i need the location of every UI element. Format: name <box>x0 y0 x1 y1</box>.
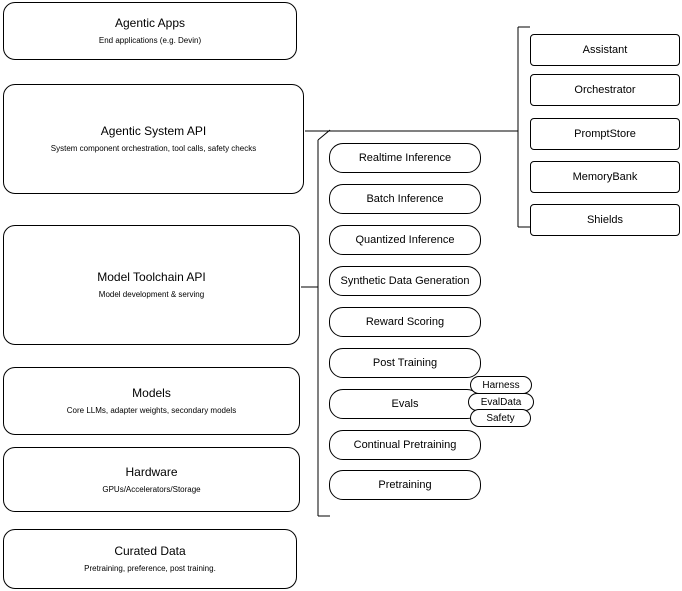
layer-subtitle: End applications (e.g. Devin) <box>98 36 202 45</box>
toolchain-item-pretraining[interactable] <box>329 470 481 500</box>
agentic-component-label: PromptStore <box>574 128 636 140</box>
agentic-component-label: Orchestrator <box>574 84 636 96</box>
agentic-component-memorybank[interactable] <box>530 161 680 193</box>
toolchain-item-label: Evals <box>391 397 419 410</box>
layer-subtitle: Core LLMs, adapter weights, secondary models <box>66 406 237 415</box>
layer-title: Hardware <box>125 464 178 479</box>
stack-layer-models[interactable] <box>3 367 300 435</box>
agentic-component-assistant[interactable] <box>530 34 680 66</box>
toolchain-item-label: Pretraining <box>378 478 432 491</box>
toolchain-item-quantized-inference[interactable] <box>329 225 481 255</box>
toolchain-item-batch-inference[interactable] <box>329 184 481 214</box>
layer-title: Model Toolchain API <box>97 270 206 284</box>
layer-title: Curated Data <box>114 544 186 558</box>
toolchain-item-continual-pretraining[interactable] <box>329 430 481 460</box>
layer-title: Models <box>132 386 171 400</box>
agentic-component-orchestrator[interactable] <box>530 74 680 106</box>
stack-layer-curated-data[interactable] <box>3 529 297 589</box>
toolchain-item-label: Synthetic Data Generation <box>340 274 470 287</box>
toolchain-item-evals[interactable] <box>329 389 481 419</box>
layer-subtitle: Model development & serving <box>98 290 205 299</box>
stack-layer-agentic-system-api[interactable] <box>3 84 304 194</box>
layer-subtitle: Pretraining, preference, post training. <box>84 564 216 573</box>
eval-badge-label: Safety <box>486 412 515 424</box>
eval-badge-harness[interactable] <box>470 376 532 394</box>
toolchain-item-realtime-inference[interactable] <box>329 143 481 173</box>
stack-layer-hardware[interactable] <box>3 447 300 512</box>
layer-subtitle: System component orchestration, tool calls, safety checks <box>50 144 257 153</box>
agentic-component-label: Shields <box>586 214 624 226</box>
agentic-component-promptstore[interactable] <box>530 118 680 150</box>
stack-layer-model-toolchain-api[interactable] <box>3 225 300 345</box>
toolchain-item-label: Quantized Inference <box>355 233 455 246</box>
toolchain-item-synthetic-data-generation[interactable] <box>329 266 481 296</box>
layer-title: Agentic Apps <box>114 16 186 30</box>
toolchain-item-label: Batch Inference <box>366 192 444 205</box>
stack-layer-agentic-apps[interactable] <box>3 2 297 60</box>
agentic-component-shields[interactable] <box>530 204 680 236</box>
eval-badge-safety[interactable] <box>470 409 531 427</box>
toolchain-item-label: Continual Pretraining <box>353 438 457 451</box>
agentic-component-label: Assistant <box>582 44 628 56</box>
eval-badge-label: EvalData <box>480 396 522 408</box>
toolchain-item-reward-scoring[interactable] <box>329 307 481 337</box>
agentic-component-label: MemoryBank <box>572 171 638 183</box>
eval-badge-label: Harness <box>482 379 520 391</box>
layer-subtitle: GPUs/Accelerators/Storage <box>102 484 201 494</box>
layer-title: Agentic System API <box>100 124 207 138</box>
toolchain-item-label: Reward Scoring <box>365 315 445 328</box>
toolchain-item-post-training[interactable] <box>329 348 481 378</box>
toolchain-item-label: Realtime Inference <box>358 151 452 164</box>
toolchain-item-label: Post Training <box>372 356 438 369</box>
